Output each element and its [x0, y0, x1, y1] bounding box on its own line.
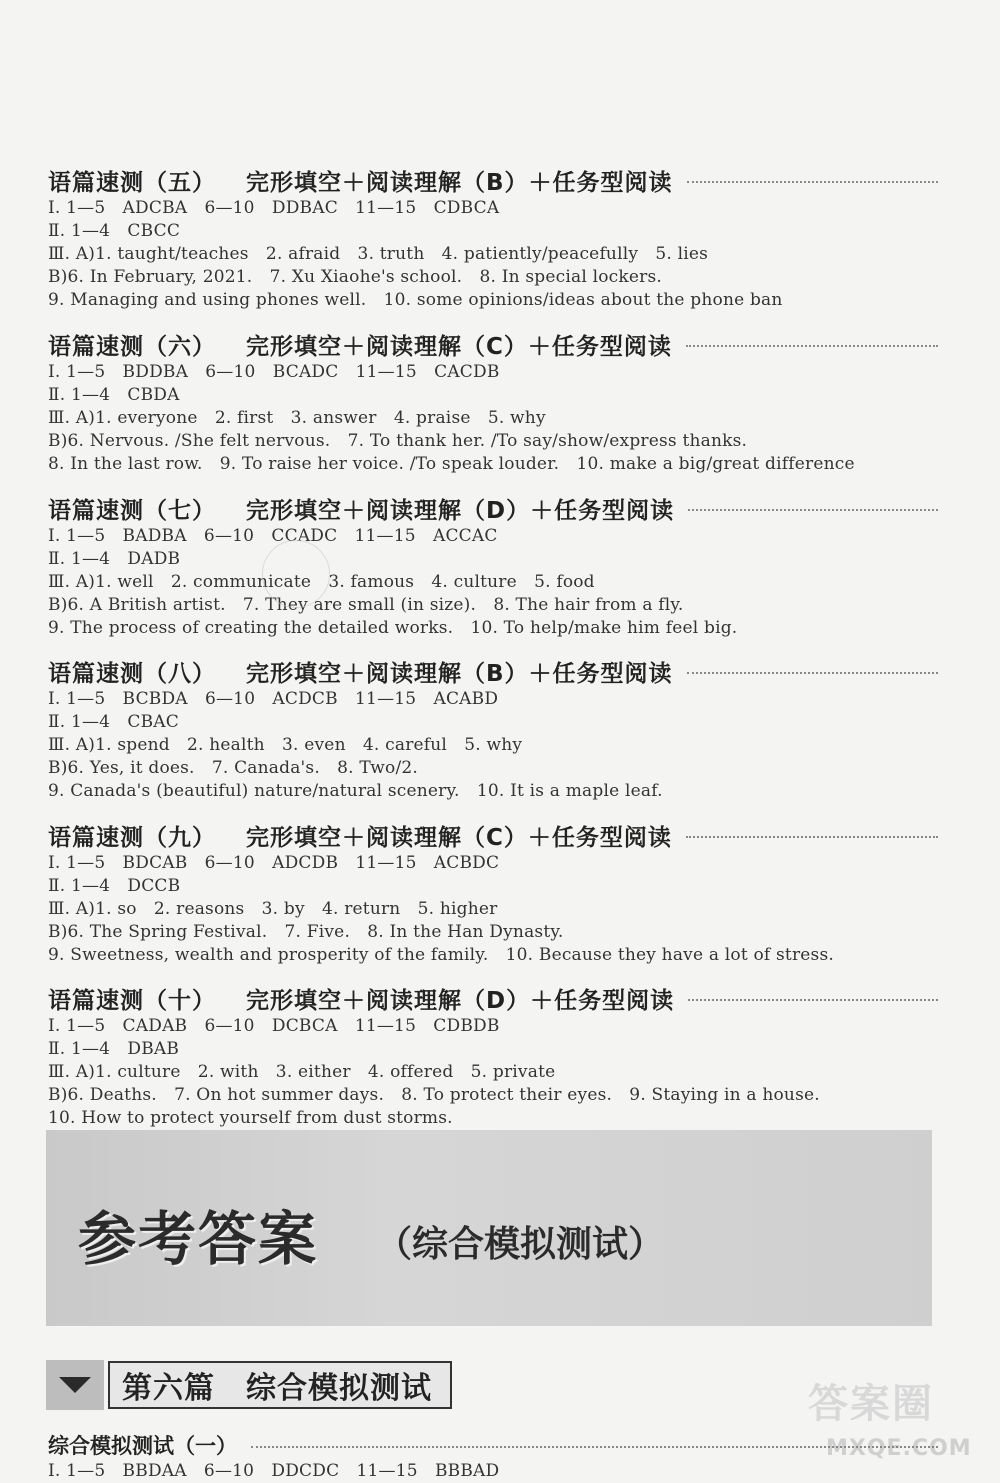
watermark-url: MXQE.COM: [826, 1436, 972, 1461]
answer-line: Ⅲ. A)1. everyone 2. first 3. answer 4. praise 5. why: [48, 408, 546, 428]
section-type: 完形填空＋阅读理解（C）＋任务型阅读: [246, 333, 672, 360]
section-title: 语篇速测（九）: [48, 824, 216, 851]
section-quiz-8: [48, 654, 938, 803]
dotted-leader: [686, 836, 938, 838]
section-title: 语篇速测（五）: [48, 169, 216, 196]
dotted-leader: [686, 345, 938, 347]
section-header: [48, 654, 938, 688]
faint-stamp-icon: [262, 540, 330, 608]
section-type: 完形填空＋阅读理解（D）＋任务型阅读: [246, 497, 675, 524]
section-header: [48, 818, 938, 852]
part-label-box: [108, 1361, 452, 1409]
section-header: [48, 1430, 938, 1460]
answer-line: Ⅰ. 1—5 ADCBA 6—10 DDBAC 11—15 CDBCA: [48, 198, 500, 218]
section-title: 语篇速测（七）: [48, 497, 216, 524]
answer-line: B)6. Nervous. /She felt nervous. 7. To thank her. /To say/show/express thanks.: [48, 431, 748, 451]
section-title: 综合模拟测试（一）: [48, 1434, 237, 1458]
section-mock-test-1: [48, 1430, 938, 1483]
answer-line: 9. Managing and using phones well. 10. some opinions/ideas about the phone ban: [48, 290, 783, 310]
section-type: 完形填空＋阅读理解（C）＋任务型阅读: [246, 824, 672, 851]
answer-line: B)6. Deaths. 7. On hot summer days. 8. To protect their eyes. 9. Staying in a house.: [48, 1085, 820, 1105]
answer-line: 10. How to protect yourself from dust storms.: [48, 1108, 453, 1128]
section-type: 完形填空＋阅读理解（B）＋任务型阅读: [246, 660, 673, 687]
answer-line: B)6. Yes, it does. 7. Canada's. 8. Two/2.: [48, 758, 419, 778]
section-header: [48, 327, 938, 361]
section-header: [48, 981, 938, 1015]
arrow-down-icon: [46, 1360, 104, 1410]
section-title: 语篇速测（十）: [48, 987, 216, 1014]
answer-line: 8. In the last row. 9. To raise her voice. /To speak louder. 10. make a big/great difference: [48, 454, 855, 474]
answer-line: Ⅰ. 1—5 BDCAB 6—10 ADCDB 11—15 ACBDC: [48, 853, 500, 873]
section-quiz-7: [48, 491, 938, 640]
answer-line: Ⅲ. A)1. so 2. reasons 3. by 4. return 5. higher: [48, 899, 498, 919]
banner-title: 参考答案: [78, 1205, 319, 1273]
section-title: 语篇速测（六）: [48, 333, 216, 360]
answer-line: Ⅰ. 1—5 BDDBA 6—10 BCADC 11—15 CACDB: [48, 362, 500, 382]
section-type: 完形填空＋阅读理解（B）＋任务型阅读: [246, 169, 673, 196]
answer-line: B)6. The Spring Festival. 7. Five. 8. In the Han Dynasty.: [48, 922, 564, 942]
answer-line: Ⅱ. 1—4 CBCC: [48, 221, 181, 241]
watermark-logo: 答案圈: [808, 1381, 934, 1427]
answer-line: Ⅲ. A)1. spend 2. health 3. even 4. careful 5. why: [48, 735, 523, 755]
answer-line: B)6. In February, 2021. 7. Xu Xiaohe's school. 8. In special lockers.: [48, 267, 662, 287]
dotted-leader: [688, 999, 938, 1001]
section-quiz-9: [48, 818, 938, 967]
banner-subtitle: （综合模拟测试）: [376, 1224, 665, 1265]
answer-line: Ⅱ. 1—4 CBDA: [48, 385, 180, 405]
section-header: [48, 491, 938, 525]
section-quiz-10: [48, 981, 938, 1130]
answer-line: B)6. A British artist. 7. They are small (in size). 8. The hair from a fly.: [48, 595, 684, 615]
dotted-leader: [251, 1446, 938, 1448]
dotted-leader: [687, 181, 938, 183]
answer-line: Ⅰ. 1—5 CADAB 6—10 DCBCA 11—15 CDBDB: [48, 1016, 500, 1036]
dotted-leader: [687, 672, 938, 674]
answer-line: Ⅱ. 1—4 CBAC: [48, 712, 179, 732]
answer-key-banner: [46, 1130, 932, 1326]
answer-line: Ⅰ. 1—5 BCBDA 6—10 ACDCB 11—15 ACABD: [48, 689, 499, 709]
dotted-leader: [688, 509, 938, 511]
section-header: [48, 163, 938, 197]
section-title: 语篇速测（八）: [48, 660, 216, 687]
answer-line: Ⅰ. 1—5 BBDAA 6—10 DDCDC 11—15 BBBAD: [48, 1461, 500, 1481]
part-label: 第六篇 综合模拟测试: [122, 1371, 432, 1406]
section-quiz-5: [48, 163, 938, 312]
answer-line: Ⅲ. A)1. culture 2. with 3. either 4. offered 5. private: [48, 1062, 556, 1082]
section-quiz-6: [48, 327, 938, 476]
answer-line: Ⅱ. 1—4 DBAB: [48, 1039, 180, 1059]
answer-line: 9. Sweetness, wealth and prosperity of the family. 10. Because they have a lot of stress.: [48, 945, 834, 965]
part-heading: [46, 1360, 452, 1410]
answer-line: Ⅲ. A)1. well 2. communicate 3. famous 4. culture 5. food: [48, 572, 595, 592]
answer-line: Ⅱ. 1—4 DADB: [48, 549, 181, 569]
answer-line: Ⅰ. 1—5 BADBA 6—10 CCADC 11—15 ACCAC: [48, 526, 498, 546]
answer-line: Ⅱ. 1—4 DCCB: [48, 876, 181, 896]
answer-line: 9. Canada's (beautiful) nature/natural scenery. 10. It is a maple leaf.: [48, 781, 663, 801]
answer-line: Ⅲ. A)1. taught/teaches 2. afraid 3. truth 4. patiently/peacefully 5. lies: [48, 244, 709, 264]
section-type: 完形填空＋阅读理解（D）＋任务型阅读: [246, 987, 675, 1014]
answer-line: 9. The process of creating the detailed works. 10. To help/make him feel big.: [48, 618, 738, 638]
